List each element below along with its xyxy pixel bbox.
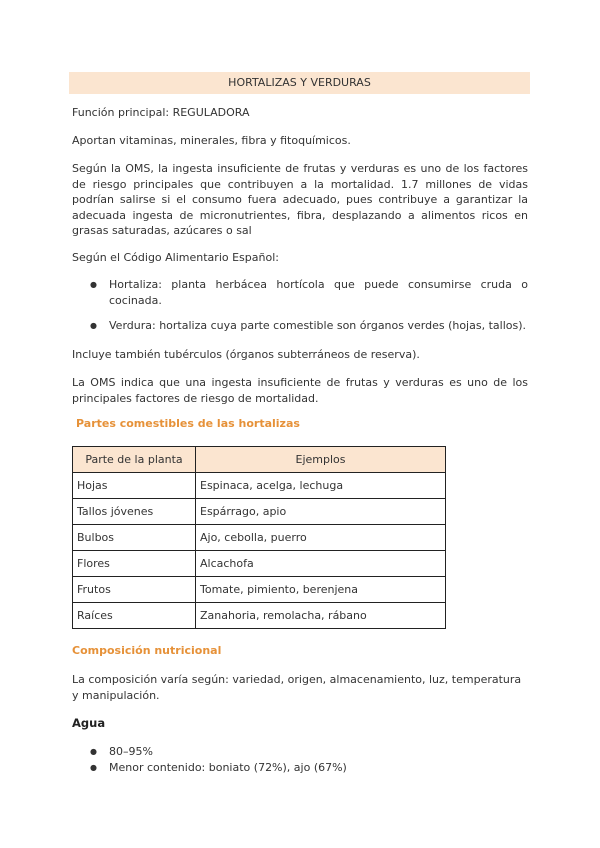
table-cell: Tomate, pimiento, berenjena — [196, 577, 446, 603]
table-row — [73, 603, 446, 629]
table-row — [73, 499, 446, 525]
oms-paragraph: Según la OMS, la ingesta insuficiente de frutas y verduras es uno de los factores de riesgo principales que contribuyen a la mortalidad. 1.7 millones de vidas podrían salirse si el consumo fuera adecuado, pues contribuye a garantizar la adecuada ingesta de micronutrientes, fibra, desplazando a alimentos ricos en grasas saturadas, azúcares o sal — [72, 162, 528, 237]
agua-heading: Agua — [72, 716, 106, 730]
table-row — [73, 473, 446, 499]
table-row — [73, 551, 446, 577]
definition-verdura: ● Verdura: hortaliza cuya parte comestible son órganos verdes (hojas, tallos). — [72, 318, 528, 334]
composicion-heading: Composición nutricional — [72, 644, 222, 657]
table-cell: Frutos — [73, 577, 196, 603]
codigo-intro: Según el Código Alimentario Español: — [72, 251, 279, 264]
table-cell: Ajo, cebolla, puerro — [196, 525, 446, 551]
table-row — [73, 577, 446, 603]
table-cell: Tallos jóvenes — [73, 499, 196, 525]
table-row — [73, 525, 446, 551]
table-cell: Espárrago, apio — [196, 499, 446, 525]
funcion-principal: Función principal: REGULADORA — [72, 106, 250, 119]
table-header-cell: Ejemplos — [196, 447, 446, 473]
composicion-paragraph: La composición varía según: variedad, origen, almacenamiento, luz, temperatura y manipulación. — [72, 673, 522, 702]
table-cell: Espinaca, acelga, lechuga — [196, 473, 446, 499]
tuberculos-paragraph: Incluye también tubérculos (órganos subterráneos de reserva). — [72, 348, 420, 361]
table-cell: Alcachofa — [196, 551, 446, 577]
table-cell: Flores — [73, 551, 196, 577]
definition-hortaliza: ● Hortaliza: planta herbácea hortícola que puede consumirse cruda o cocinada. — [72, 277, 528, 308]
table-cell: Hojas — [73, 473, 196, 499]
table-header-cell: Parte de la planta — [73, 447, 196, 473]
table-header-row — [73, 447, 446, 473]
partes-table — [72, 446, 446, 629]
table-cell: Zanahoria, remolacha, rábano — [196, 603, 446, 629]
agua-item: ● 80–95% — [72, 744, 528, 760]
oms-indica-paragraph: La OMS indica que una ingesta insuficiente de frutas y verduras es uno de los principales factores de riesgo de mortalidad. — [72, 376, 528, 405]
partes-heading: Partes comestibles de las hortalizas — [76, 417, 300, 430]
document-title: HORTALIZAS Y VERDURAS — [69, 72, 530, 94]
aportan-paragraph: Aportan vitaminas, minerales, fibra y fitoquímicos. — [72, 134, 351, 147]
agua-item: ● Menor contenido: boniato (72%), ajo (67%) — [72, 760, 528, 776]
table-cell: Raíces — [73, 603, 196, 629]
table-cell: Bulbos — [73, 525, 196, 551]
agua-list — [72, 744, 528, 775]
definitions-list — [72, 277, 528, 334]
